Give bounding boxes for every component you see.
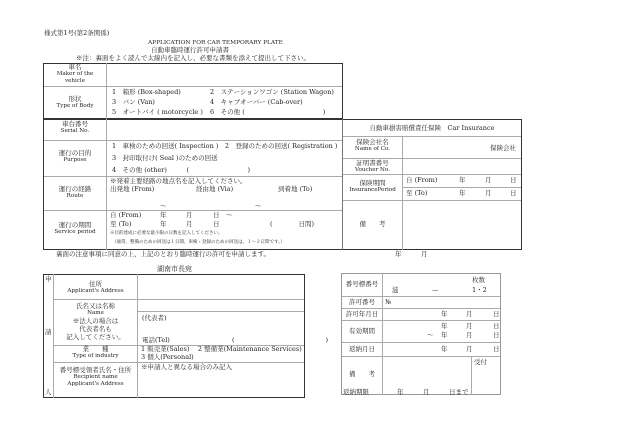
valid-to-year: 年 <box>441 331 448 339</box>
side-label-1: 申 <box>45 275 52 283</box>
industry-option-1-2[interactable]: 1 販売業(Sales) 2 整備業(Maintenance Services) <box>141 345 302 353</box>
body-option-5[interactable]: 5 オートバイ ( motorcycle ) <box>112 108 203 116</box>
return-month: 月 <box>466 345 473 353</box>
maker-label: 車名 Maker of the vehicle <box>56 63 94 84</box>
route-via-label: 経由地 (Via) <box>196 185 234 193</box>
return-day: 日 <box>493 345 500 353</box>
return-year: 年 <box>441 345 448 353</box>
ins-from-day[interactable]: 日 <box>510 176 517 184</box>
period-note-1: ※目的達成に必要な最小限の日数を記入してください。 <box>110 231 223 236</box>
address-label: 住所 Applicant's Address <box>67 280 124 295</box>
recipient-note: ※申請人と異なる場合のみ記入 <box>141 363 232 371</box>
permit-month: 月 <box>466 310 473 318</box>
insurance-company-label: 保険会社名 Name of Co. <box>354 138 391 153</box>
ins-to-month[interactable]: 月 <box>485 189 492 197</box>
tel-label: 電話(Tel) <box>142 336 170 344</box>
ins-to-year[interactable]: 年 <box>459 189 466 197</box>
serial-field[interactable] <box>107 120 342 140</box>
insurance-company-field[interactable] <box>403 137 488 158</box>
count-label: 枚数 <box>472 276 485 284</box>
form-number: 様式第1号(第2条関係) <box>44 29 110 37</box>
consent-month[interactable]: 月 <box>421 250 428 258</box>
period-from-month[interactable]: 月 <box>186 211 193 219</box>
period-from-year[interactable]: 年 <box>160 211 167 219</box>
name-label: 氏名又は名称 Name ※法人の場合は 代表者名も 記入してください。 <box>66 302 125 342</box>
period-to-label: 至 (To) <box>110 220 132 228</box>
plate-prefix: 滋 <box>392 286 399 294</box>
route-label: 運行の経路 Route <box>58 185 92 200</box>
purpose-option-4[interactable]: 4 その他 (other) ( ) <box>112 166 251 174</box>
received-label: 受付 <box>474 358 487 366</box>
plate-number-label: 番号標番号 <box>345 280 379 288</box>
recipient-label: 番号標受領者氏名・住所 Recipient name Applicant's Address <box>59 366 132 387</box>
ins-from-month[interactable]: 月 <box>485 176 492 184</box>
side-label-3: 人 <box>45 388 52 396</box>
body-option-1[interactable]: 1 箱形 (Box-shaped) <box>112 88 181 96</box>
period-note-2: （通常、整備のための回送は１日間、車検・登録のための回送は、１〜２日間です。） <box>112 240 285 245</box>
route-from-label: 出発地 (From) <box>110 185 155 193</box>
return-date-label: 返納月日 <box>349 345 375 353</box>
name-field[interactable] <box>138 300 304 311</box>
title-en: APPLICATION FOR CAR TEMPORARY PLATE <box>148 40 283 46</box>
route-to-label: 到着地 (To) <box>278 185 313 193</box>
voucher-field[interactable] <box>403 159 521 174</box>
insurance-remarks-field[interactable] <box>403 201 521 249</box>
purpose-label: 運行の目的 Purpose <box>58 149 92 164</box>
side-label-2: 請 <box>45 328 52 336</box>
maker-field[interactable] <box>107 64 342 85</box>
deadline-month: 月 <box>423 388 430 396</box>
address-field[interactable] <box>138 275 304 299</box>
valid-to-day: 日 <box>493 331 500 339</box>
permit-no-prefix: № <box>385 298 392 306</box>
period-to-day[interactable]: 日 <box>213 220 220 228</box>
ins-to-day[interactable]: 日 <box>510 189 517 197</box>
addressee: 湖南市長宛 <box>157 265 192 273</box>
period-to-year[interactable]: 年 <box>160 220 167 228</box>
deadline-label: 返納期限 <box>343 388 369 396</box>
route-field[interactable] <box>107 194 342 209</box>
voucher-label: 証明書番号 Voucher No. <box>355 159 390 174</box>
valid-from-month: 月 <box>466 322 473 330</box>
consent-year[interactable]: 年 <box>395 250 402 258</box>
count-value[interactable]: 1・2 <box>472 286 487 294</box>
title-jp: 自動車臨時運行許可申請書 <box>151 46 229 54</box>
period-days[interactable]: ( 日間) <box>270 220 315 228</box>
permit-no-label: 許可番号 <box>349 298 375 306</box>
body-option-3[interactable]: 3 バン (Van) <box>112 98 155 106</box>
tel-field[interactable]: ( ) <box>232 336 329 344</box>
plate-dash: — <box>432 286 439 294</box>
serial-label: 車台番号 Serial No. <box>60 120 90 135</box>
industry-option-3[interactable]: 3 個人(Personal) <box>141 353 194 361</box>
route-tilde-2: 〜 <box>255 202 262 210</box>
valid-from-day: 日 <box>493 322 500 330</box>
valid-period-label: 有効期間 <box>349 327 375 335</box>
insurance-company-suffix: 保険会社 <box>490 144 516 152</box>
permit-year: 年 <box>441 310 448 318</box>
body-type-label: 形状 Type of Body <box>56 95 94 110</box>
body-option-4[interactable]: 4 キャブオーバー (Cab-over) <box>210 98 303 106</box>
valid-to-month: 月 <box>466 331 473 339</box>
route-tilde-1: 〜 <box>160 202 167 210</box>
period-tilde: 〜 <box>226 211 233 219</box>
valid-from-year: 年 <box>441 322 448 330</box>
ins-from-label: 自 (From) <box>406 176 438 184</box>
recipient-field[interactable] <box>138 372 304 397</box>
consent-text: 裏面の注意事項に同意の上、上記のとおり臨時運行の許可を申請します。 <box>56 250 270 258</box>
period-from-label: 自 (From) <box>110 211 142 219</box>
ins-to-label: 至 (To) <box>406 189 428 197</box>
purpose-option-3[interactable]: 3 封印取付け( Seal )のための回送 <box>112 154 218 162</box>
period-to-month[interactable]: 月 <box>186 220 193 228</box>
permit-date-label: 許可年月日 <box>345 310 379 318</box>
permit-day: 日 <box>493 310 500 318</box>
representative-label: (代表者) <box>142 314 167 322</box>
valid-tilde: 〜 <box>427 331 434 339</box>
route-note: ※発着主要経路の地点名を記入してください。 <box>110 177 247 185</box>
header-note: ※注：裏面をよく読んで太線内を記入し、必要な書類を添えて提出して下さい。 <box>76 54 310 62</box>
insurance-title: 自動車損害賠償責任保険 Car Insurance <box>369 124 495 132</box>
body-option-2[interactable]: 2 ステーションワゴン (Station Wagon) <box>210 88 334 96</box>
office-remarks-label: 備 考 <box>349 370 375 378</box>
period-label: 運行の期間 Service period <box>54 221 96 236</box>
insurance-period-label: 保険期間 InsurancePeriod <box>349 179 396 194</box>
deadline-until: 日まで <box>449 388 469 396</box>
purpose-option-1-2[interactable]: 1 車検のための回送( Inspection ) 2 登録のための回送( Registration ) <box>112 142 338 150</box>
insurance-remarks-label: 備 考 <box>359 220 386 228</box>
period-from-day[interactable]: 日 <box>213 211 220 219</box>
body-option-6[interactable]: 6 その他 ( ) <box>210 108 326 116</box>
deadline-year: 年 <box>397 388 404 396</box>
industry-label: 業 種 Type of industry <box>72 345 119 360</box>
ins-from-year[interactable]: 年 <box>459 176 466 184</box>
